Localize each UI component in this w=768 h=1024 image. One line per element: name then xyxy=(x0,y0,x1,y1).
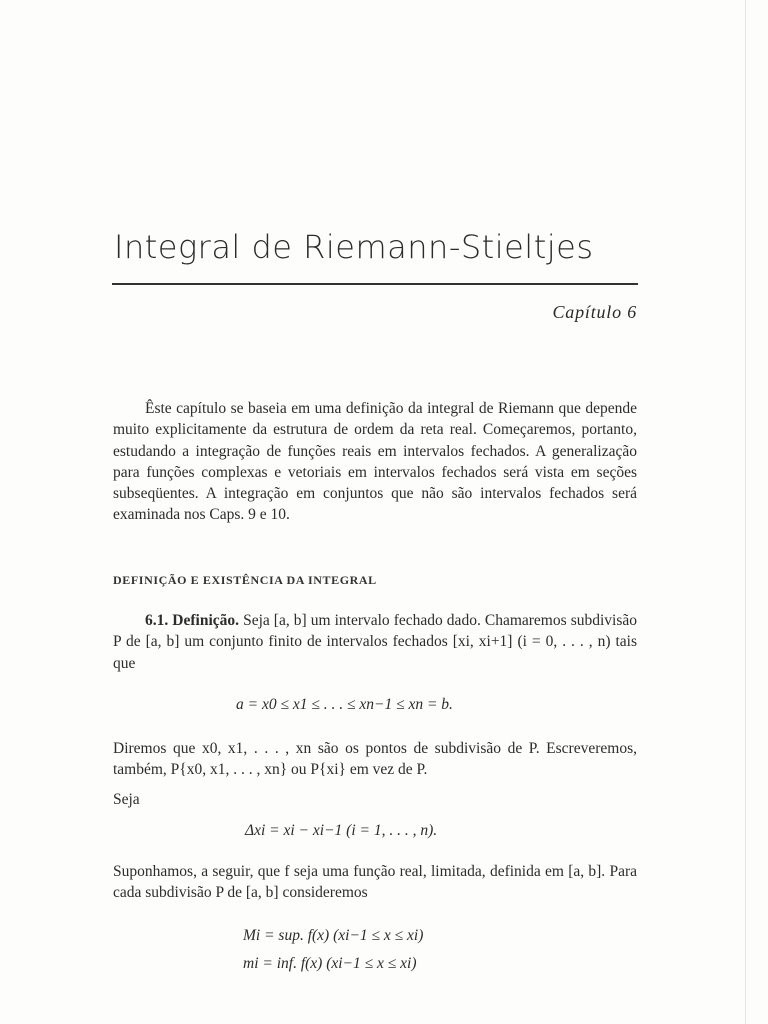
intro-paragraph: Êste capítulo se baseia em uma definição da integral de Riemann que depende muito explicitamente da estrutura de ordem da reta real. Começaremos, portanto, estudando a integração de funções reais em intervalos fechados. A generalização para funções complexas e vetoriais em intervalos fechados será vista em seções subseqüentes. A integração em conjuntos que não são intervalos fechados será examinada nos Caps. 9 e 10. xyxy=(113,400,637,524)
definition-text: Seja [a, b] um intervalo fechado dado. Chamaremos subdivisão P de [a, b] um conjunto finito de intervalos fechados [xi, xi+1] (i = 0, . . . , n) tais que xyxy=(113,612,637,672)
definition-number: 6.1. xyxy=(145,612,169,629)
definition-title: Definição. xyxy=(172,612,240,629)
formula-delta-x: Δxi = xi − xi−1 (i = 1, . . . , n). xyxy=(245,822,438,839)
section-heading: DEFINIÇÃO E EXISTÊNCIA DA INTEGRAL xyxy=(113,573,377,587)
suppose-paragraph: Suponhamos, a seguir, que f seja uma função real, limitada, definida em [a, b]. Para cada subdivisão P de [a, b] consideremos xyxy=(113,863,637,902)
chapter-label: Capítulo 6 xyxy=(552,302,637,322)
seja-line: Seja xyxy=(113,791,140,808)
subdivision-points-paragraph: Diremos que x0, x1, . . . , xn são os pontos de subdivisão de P. Escreveremos, também, P{x0, x1, . . . , xn} ou P{xi} em vez de P. xyxy=(113,740,637,779)
page-edge-line xyxy=(745,0,746,1024)
chapter-title: Integral de Riemann-Stieltjes xyxy=(114,228,594,266)
formula-infimum: mi = inf. f(x) (xi−1 ≤ x ≤ xi) xyxy=(243,955,417,972)
formula-supremum: Mi = sup. f(x) (xi−1 ≤ x ≤ xi) xyxy=(243,927,424,944)
definition-paragraph xyxy=(113,610,637,674)
formula-subdivision-order: a = x0 ≤ x1 ≤ . . . ≤ xn−1 ≤ xn = b. xyxy=(236,696,453,713)
title-rule xyxy=(112,283,638,285)
